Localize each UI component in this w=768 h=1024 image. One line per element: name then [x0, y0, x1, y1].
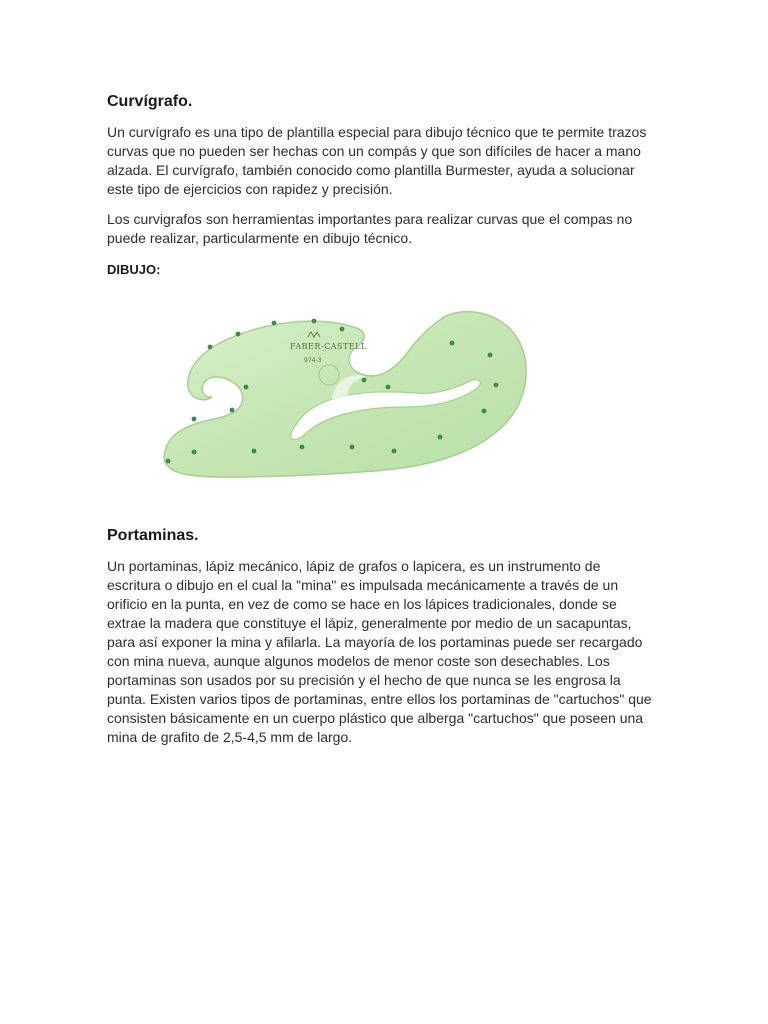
section-title-curvigrafo: Curvígrafo.	[107, 93, 193, 110]
paragraph-curvigrafo-definition: Un curvígrafo es una tipo de plantilla especial para dibujo técnico que te permite trazos curvas que no pueden ser hechas con un compás y que son difíciles de hacer a mano alzada. El curvígrafo, también conocido como plantilla Burmester, ayuda a solucionar este tipo de ejercicios con rapidez y precisión.	[107, 124, 647, 197]
section-title-portaminas: Portaminas.	[107, 527, 199, 544]
french-curve-svg	[154, 307, 534, 487]
model-text: 974-3	[304, 357, 322, 364]
brand-text: FABER-CASTELL	[290, 342, 367, 351]
french-curve-image	[154, 307, 534, 487]
paragraph-curvigrafo-usage: Los curvigrafos son herramientas importantes para realizar curvas que el compas no puede realizar, particularmente en dibujo técnico.	[107, 211, 633, 246]
paragraph-portaminas: Un portaminas, lápiz mecánico, lápiz de grafos o lapicera, es un instrumento de escritura o dibujo en el cual la "mina" es impulsada mecánicamente a través de un orificio en la punta, en vez de como se hace en los lápices tradicionales, donde se extrae la madera que constituye el lápiz, generalmente por medio de un sacapuntas, para así exponer la mina y afilarla. La mayoría de los portaminas puede ser recargado con mina nueva, aunque algunos modelos de menor coste son desechables. Los portaminas son usados por su precisión y el hecho de que nunca se les engrosa la punta. Existen varios tipos de portaminas, entre ellos los portaminas de "cartuchos" que consisten básicamente en un cuerpo plástico que alberga "cartuchos" que poseen una mina de grafito de 2,5-4,5 mm de largo.	[107, 558, 652, 745]
drawing-label: DIBUJO:	[107, 262, 161, 277]
